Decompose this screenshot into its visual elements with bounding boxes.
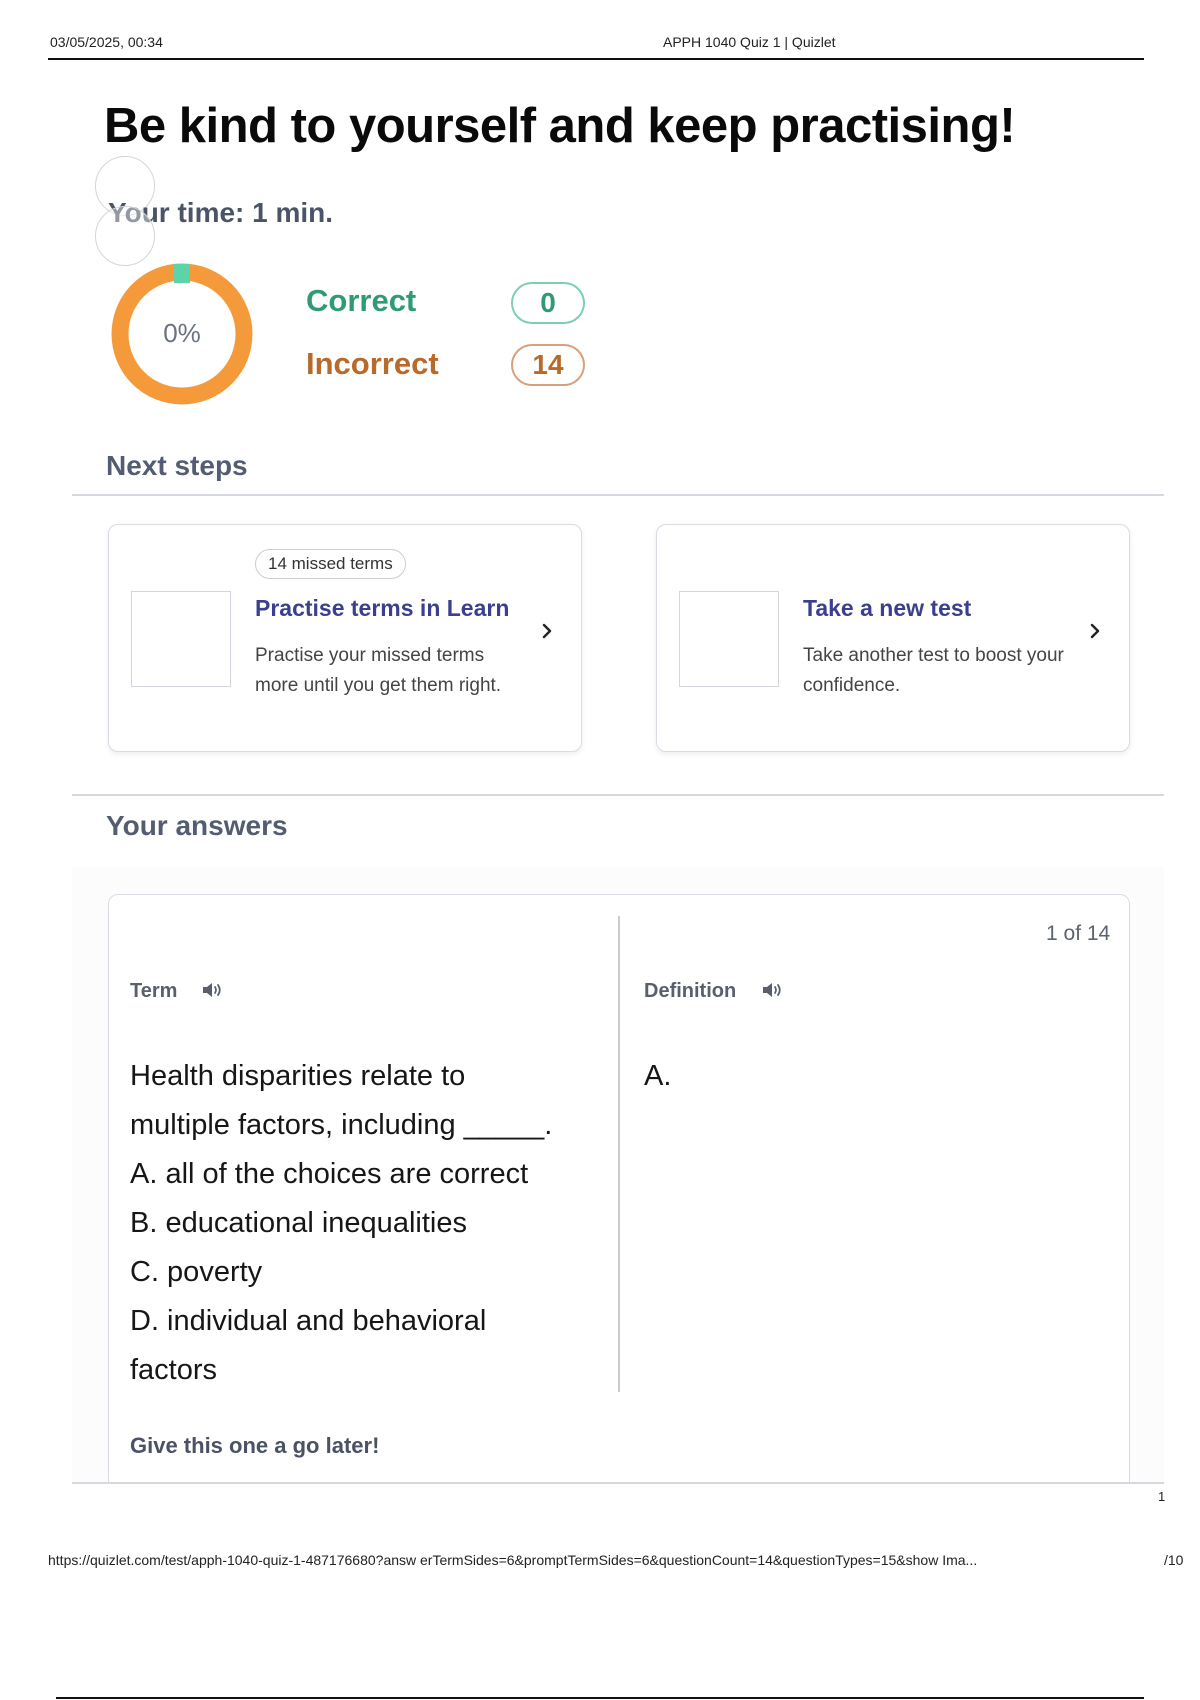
section-divider xyxy=(72,1482,1164,1484)
page-cut-mask xyxy=(56,1484,1176,1544)
term-label: Term xyxy=(130,980,178,1002)
score-percent: 0% xyxy=(163,318,201,348)
speaker-icon[interactable] xyxy=(200,980,224,1000)
learn-card-title[interactable]: Practise terms in Learn xyxy=(255,595,510,621)
print-header xyxy=(48,32,1144,60)
correct-label: Correct xyxy=(306,283,417,318)
correct-count-badge: 0 xyxy=(511,282,585,324)
print-datetime: 03/05/2025, 00:34 xyxy=(50,34,163,50)
learn-thumbnail xyxy=(131,591,231,687)
test-thumbnail xyxy=(679,591,779,687)
print-page-title: APPH 1040 Quiz 1 | Quizlet xyxy=(663,34,836,50)
page-bottom-rule xyxy=(56,1697,1144,1699)
feedback-message: Give this one a go later! xyxy=(130,1433,380,1458)
definition-text: A. xyxy=(644,1060,672,1092)
test-card-description: Take another test to boost your confidence. xyxy=(803,645,1064,696)
ghost-circle-bottom xyxy=(95,206,155,266)
learn-card-description: Practise your missed terms more until you get them right. xyxy=(255,645,502,696)
missed-terms-badge: 14 missed terms xyxy=(255,549,406,579)
print-url: https://quizlet.com/test/apph-1040-quiz-1-487176680?answ erTermSides=6&promptTermSides=6&questionCount=14&questionTypes=15&show Ima... xyxy=(48,1552,978,1568)
speaker-icon[interactable] xyxy=(760,980,784,1000)
definition-label: Definition xyxy=(644,980,737,1002)
incorrect-count-badge: 14 xyxy=(511,344,585,386)
test-card-title[interactable]: Take a new test xyxy=(803,595,972,621)
page-number: 1 xyxy=(1158,1489,1166,1504)
chevron-right-icon[interactable] xyxy=(537,621,557,641)
question-counter: 1 of 14 xyxy=(1046,922,1111,945)
answer-column-divider xyxy=(618,916,620,1392)
section-divider xyxy=(72,794,1164,796)
print-page-count: /10 xyxy=(1164,1552,1184,1568)
practise-learn-card[interactable] xyxy=(108,524,582,752)
next-steps-heading: Next steps xyxy=(106,450,248,481)
page-title: Be kind to yourself and keep practising! xyxy=(104,99,1016,153)
term-text: Health disparities relate to multiple factors, including _____. A. all of the choices are correct B. educational inequalities C. poverty D. individual and behavioral factors xyxy=(130,1060,553,1386)
section-divider xyxy=(72,494,1164,496)
incorrect-label: Incorrect xyxy=(306,346,439,381)
your-time: Your time: 1 min. xyxy=(108,197,334,228)
your-answers-heading: Your answers xyxy=(106,810,288,841)
new-test-card[interactable] xyxy=(656,524,1130,752)
donut-correct-marker xyxy=(174,264,190,283)
chevron-right-icon[interactable] xyxy=(1085,621,1105,641)
